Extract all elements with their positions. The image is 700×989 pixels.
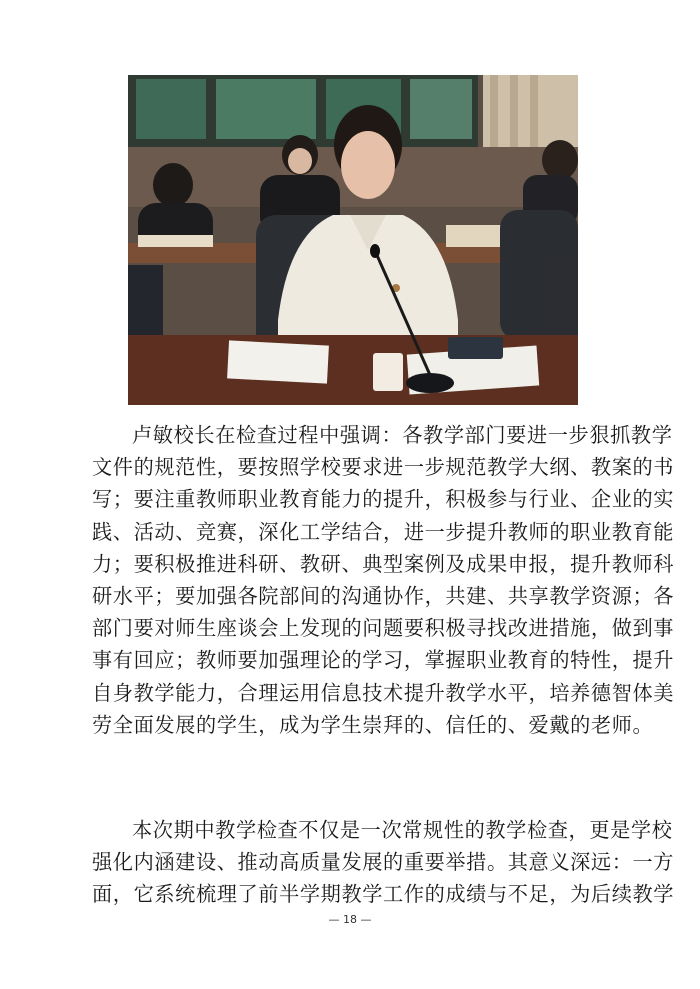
text-line: 文件的规范性，要按照学校要求进一步规范教学大纲、教案的书 [92,455,675,480]
text-line: 劳全面发展的学生，成为学生崇拜的、信任的、爱戴的老师。 [92,712,654,737]
paragraph-principal-remarks [92,419,675,741]
text-line: 写；要注重教师职业教育能力的提升，积极参与行业、企业的实 [92,487,675,512]
text-line: 卢敏校长在检查过程中强调：各教学部门要进一步狠抓教学 [132,423,673,447]
text-line: 面，它系统梳理了前半学期教学工作的成绩与不足，为后续教学 [92,882,675,907]
text-line: 自身教学能力，合理运用信息技术提升教学水平，培养德智体美 [92,680,675,705]
text-line: 强化内涵建设、推动高质量发展的重要举措。其意义深远：一方 [92,850,675,875]
page-number: — 18 — [328,913,372,926]
text-line: 本次期中教学检查不仅是一次常规性的教学检查，更是学校 [132,818,673,842]
text-line: 践、活动、竞赛，深化工学结合，进一步提升教师的职业教育能 [92,519,675,544]
text-line: 研水平；要加强各院部间的沟通协作，共建、共享教学资源；各 [92,584,675,609]
text-line: 力；要积极推进科研、教研、典型案例及成果申报，提升教师科 [92,551,675,576]
paragraph-inspection-significance [92,814,675,911]
text-line: 部门要对师生座谈会上发现的问题要积极寻找改进措施，做到事 [92,616,675,641]
text-line: 事有回应；教师要加强理论的学习，掌握职业教育的特性，提升 [92,648,675,673]
meeting-photo [128,75,578,405]
